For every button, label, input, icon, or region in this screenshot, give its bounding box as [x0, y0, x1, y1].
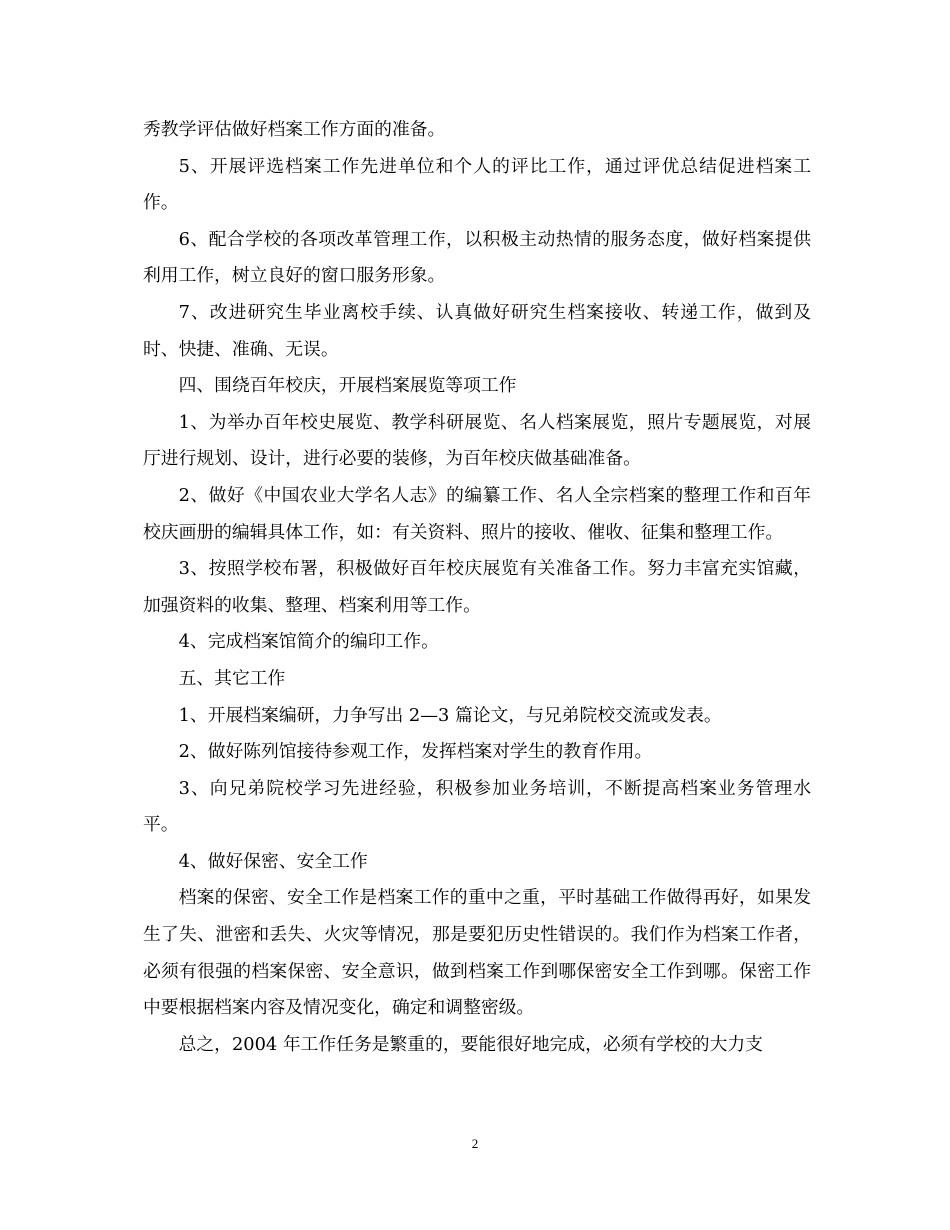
paragraph-item-5-1: 1、开展档案编研，力争写出 2—3 篇论文，与兄弟院校交流或发表。 [178, 704, 722, 726]
paragraph-item-4-3: 3、按照学校布署，积极做好百年校庆展览有关准备工作。努力丰富充实馆藏，加强资料的收集、整理、档案利用等工作。 [143, 558, 811, 616]
paragraph-item-6: 6、配合学校的各项改革管理工作，以积极主动热情的服务态度，做好档案提供利用工作，树立良好的窗口服务形象。 [143, 228, 811, 287]
paragraph-item-4-4: 4、完成档案馆简介的编印工作。 [178, 631, 439, 653]
paragraph-continuation: 秀教学评估做好档案工作方面的准备。 [143, 119, 446, 140]
section-heading-5: 五、其它工作 [178, 667, 286, 689]
paragraph-security: 档案的保密、安全工作是档案工作的重中之重，平时基础工作做得再好，如果发生了失、泄密和丢失、火灾等情况，那是要犯历史性错误的。我们作为档案工作者，必须有很强的档案保密、安全意识，做到档案工作到哪保密安全工作到哪。保密工作中要根据档案内容及情况变化，确定和调整密级。 [143, 887, 811, 1019]
section-heading-4: 四、围绕百年校庆，开展档案展览等项工作 [178, 375, 517, 397]
paragraph-item-4-2: 2、做好《中国农业大学名人志》的编纂工作、名人全宗档案的整理工作和百年校庆画册的编辑具体工作，如：有关资料、照片的接收、催收、征集和整理工作。 [143, 484, 811, 543]
paragraph-item-5-2: 2、做好陈列馆接待参观工作，发挥档案对学生的教育作用。 [178, 741, 653, 763]
paragraph-item-5-4: 4、做好保密、安全工作 [178, 850, 368, 872]
page-number: 2 [471, 1136, 479, 1151]
paragraph-item-5: 5、开展评选档案工作先进单位和个人的评比工作，通过评优总结促进档案工作。 [143, 155, 811, 214]
paragraph-item-4-1: 1、为举办百年校史展览、教学科研展览、名人档案展览，照片专题展览，对展厅进行规划、设计，进行必要的装修，为百年校庆做基础准备。 [143, 411, 811, 470]
paragraph-item-5-3: 3、向兄弟院校学习先进经验，积极参加业务培训，不断提高档案业务管理水平。 [143, 777, 811, 836]
paragraph-conclusion: 总之，2004 年工作任务是繁重的，要能很好地完成，必须有学校的大力支 [178, 1033, 763, 1055]
body-text [143, 112, 811, 1063]
paragraph-item-7: 7、改进研究生毕业离校手续、认真做好研究生档案接收、转递工作，做到及时、快捷、准确、无误。 [143, 301, 811, 360]
